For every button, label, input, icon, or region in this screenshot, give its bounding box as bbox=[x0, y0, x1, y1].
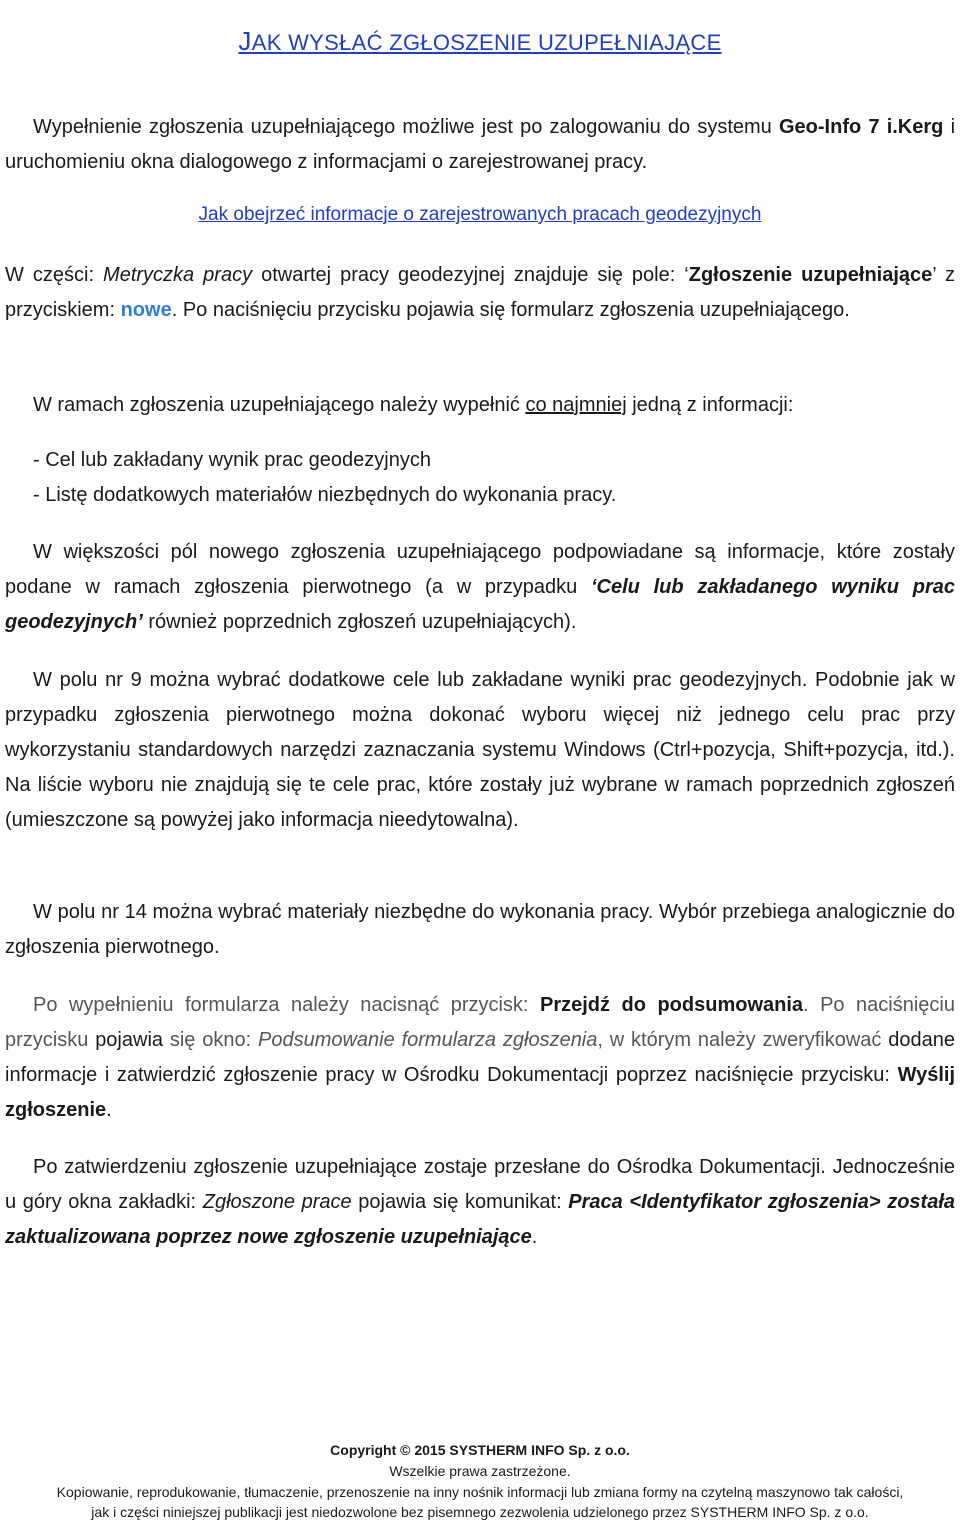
text: W polu nr 14 można wybrać materiały niezbędne do wykonania pracy. Wybór przebiega analogicznie do zgłoszenia pierwotnego. bbox=[5, 901, 955, 958]
paragraph-intro bbox=[5, 110, 955, 180]
text: W polu nr 9 można wybrać dodatkowe cele lub zakładane wyniki prac geodezyjnych. Podobnie jak w przypadku zgłoszenia pierwotnego można dokonać wyboru więcej niż jednego celu prac przy wykorzystaniu standardowych narzędzi zaznaczania systemu Windows (Ctrl+pozycja, Shift+pozycja, itd.). Na liście wyboru nie znajdują się te cele prac, które zostały już wybrane w ramach poprzednich zgłoszeń (umieszczone są powyżej jako informacja nieedytowalna). bbox=[5, 669, 955, 831]
text: ’ z przyciskiem: bbox=[5, 264, 955, 321]
footer-notice-2: jak i części niniejszej publikacji jest niedozwolone bez pisemnego zezwolenia udzielonego przez SYSTHERM INFO Sp. z o.o. bbox=[91, 1504, 869, 1520]
paragraph-confirmation bbox=[5, 1150, 955, 1255]
paragraph-hints bbox=[5, 535, 955, 640]
text: . Po naciśnięciu przycisku bbox=[5, 994, 955, 1051]
text: W ramach zgłoszenia uzupełniającego należy wypełnić bbox=[33, 394, 526, 416]
title-initial: J bbox=[238, 26, 252, 56]
field-name: ‘Celu lub zakładanego wyniku prac geodezyjnych’ bbox=[5, 576, 955, 633]
footer-copyright: Copyright © 2015 SYSTHERM INFO Sp. z o.o. bbox=[330, 1442, 630, 1458]
text: dodane informacje i zatwierdzić zgłoszenie pracy w Ośrodku Dokumentacji poprzez naciśnięcie przycisku: bbox=[5, 1029, 956, 1086]
text: . bbox=[106, 1099, 112, 1121]
message-text: Praca <Identyfikator zgłoszenia> została zaktualizowana poprzez nowe zgłoszenie uzupełniające bbox=[5, 1191, 955, 1248]
text: również poprzednich zgłoszeń uzupełniających). bbox=[142, 611, 577, 633]
tab-name: Zgłoszone prace bbox=[202, 1191, 352, 1213]
list-item: - Cel lub zakładany wynik prac geodezyjnych bbox=[33, 449, 431, 471]
section-name: Metryczka pracy bbox=[103, 264, 253, 286]
nowe-button-label: nowe bbox=[120, 299, 172, 321]
footer-rights: Wszelkie prawa zastrzeżone. bbox=[389, 1463, 571, 1479]
text: pojawia się komunikat: bbox=[351, 1191, 569, 1213]
system-name: Geo-Info 7 i.Kerg bbox=[779, 116, 944, 138]
paragraph-summary bbox=[5, 988, 955, 1128]
text: . Po naciśnięciu przycisku pojawia się formularz zgłoszenia uzupełniającego. bbox=[171, 299, 850, 321]
text: W większości pól nowego zgłoszenia uzupełniającego podpowiadane są informacje, które zostały podane w ramach zgłoszenia pierwotnego (a w przypadku bbox=[5, 541, 955, 598]
intro-text: Wypełnienie zgłoszenia uzupełniającego możliwe jest po zalogowaniu do systemu bbox=[33, 116, 772, 138]
list-item: - Listę dodatkowych materiałów niezbędnych do wykonania pracy. bbox=[33, 484, 617, 506]
title-rest: AK WYSŁAĆ ZGŁOSZENIE UZUPEŁNIAJĄCE bbox=[251, 30, 722, 55]
text: pojawia bbox=[95, 1029, 164, 1051]
text: się okno: bbox=[163, 1029, 258, 1051]
field-name: Zgłoszenie uzupełniające bbox=[688, 264, 933, 286]
button-name: Przejdź do podsumowania bbox=[540, 994, 804, 1016]
window-name: Podsumowanie formularza zgłoszenia bbox=[258, 1029, 598, 1051]
intro-tail: i uruchomieniu okna dialogowego z informacjami o zarejestrowanej pracy. bbox=[5, 116, 956, 173]
footer-notice-1: Kopiowanie, reprodukowanie, tłumaczenie, przenoszenie na inny nośnik informacji lub zmiana formy na czytelną maszynowo tak całości, bbox=[56, 1484, 904, 1500]
text: . bbox=[531, 1226, 538, 1248]
paragraph-field9 bbox=[5, 663, 955, 838]
paragraph-field14 bbox=[5, 895, 955, 965]
text: otwartej pracy geodezyjnej znajduje się pole: ‘ bbox=[252, 264, 689, 286]
page-title bbox=[0, 26, 960, 57]
text: Po wypełnieniu formularza należy nacisnąć przycisk: bbox=[33, 994, 540, 1016]
text: W części: bbox=[5, 264, 104, 286]
text: jedną z informacji: bbox=[626, 394, 794, 416]
underlined-text: co najmniej bbox=[525, 394, 627, 416]
paragraph-requirements bbox=[5, 388, 955, 423]
text: Po zatwierdzeniu zgłoszenie uzupełniające zostaje przesłane do Ośrodka Dokumentacji. Jednocześnie u góry okna zakładki: bbox=[5, 1156, 955, 1213]
text: , w którym należy zweryfikować bbox=[597, 1029, 889, 1051]
paragraph-metryczka bbox=[5, 258, 955, 328]
button-name: Wyślij zgłoszenie bbox=[5, 1064, 955, 1121]
info-link[interactable]: Jak obejrzeć informacje o zarejestrowanych pracach geodezyjnych bbox=[198, 204, 762, 225]
